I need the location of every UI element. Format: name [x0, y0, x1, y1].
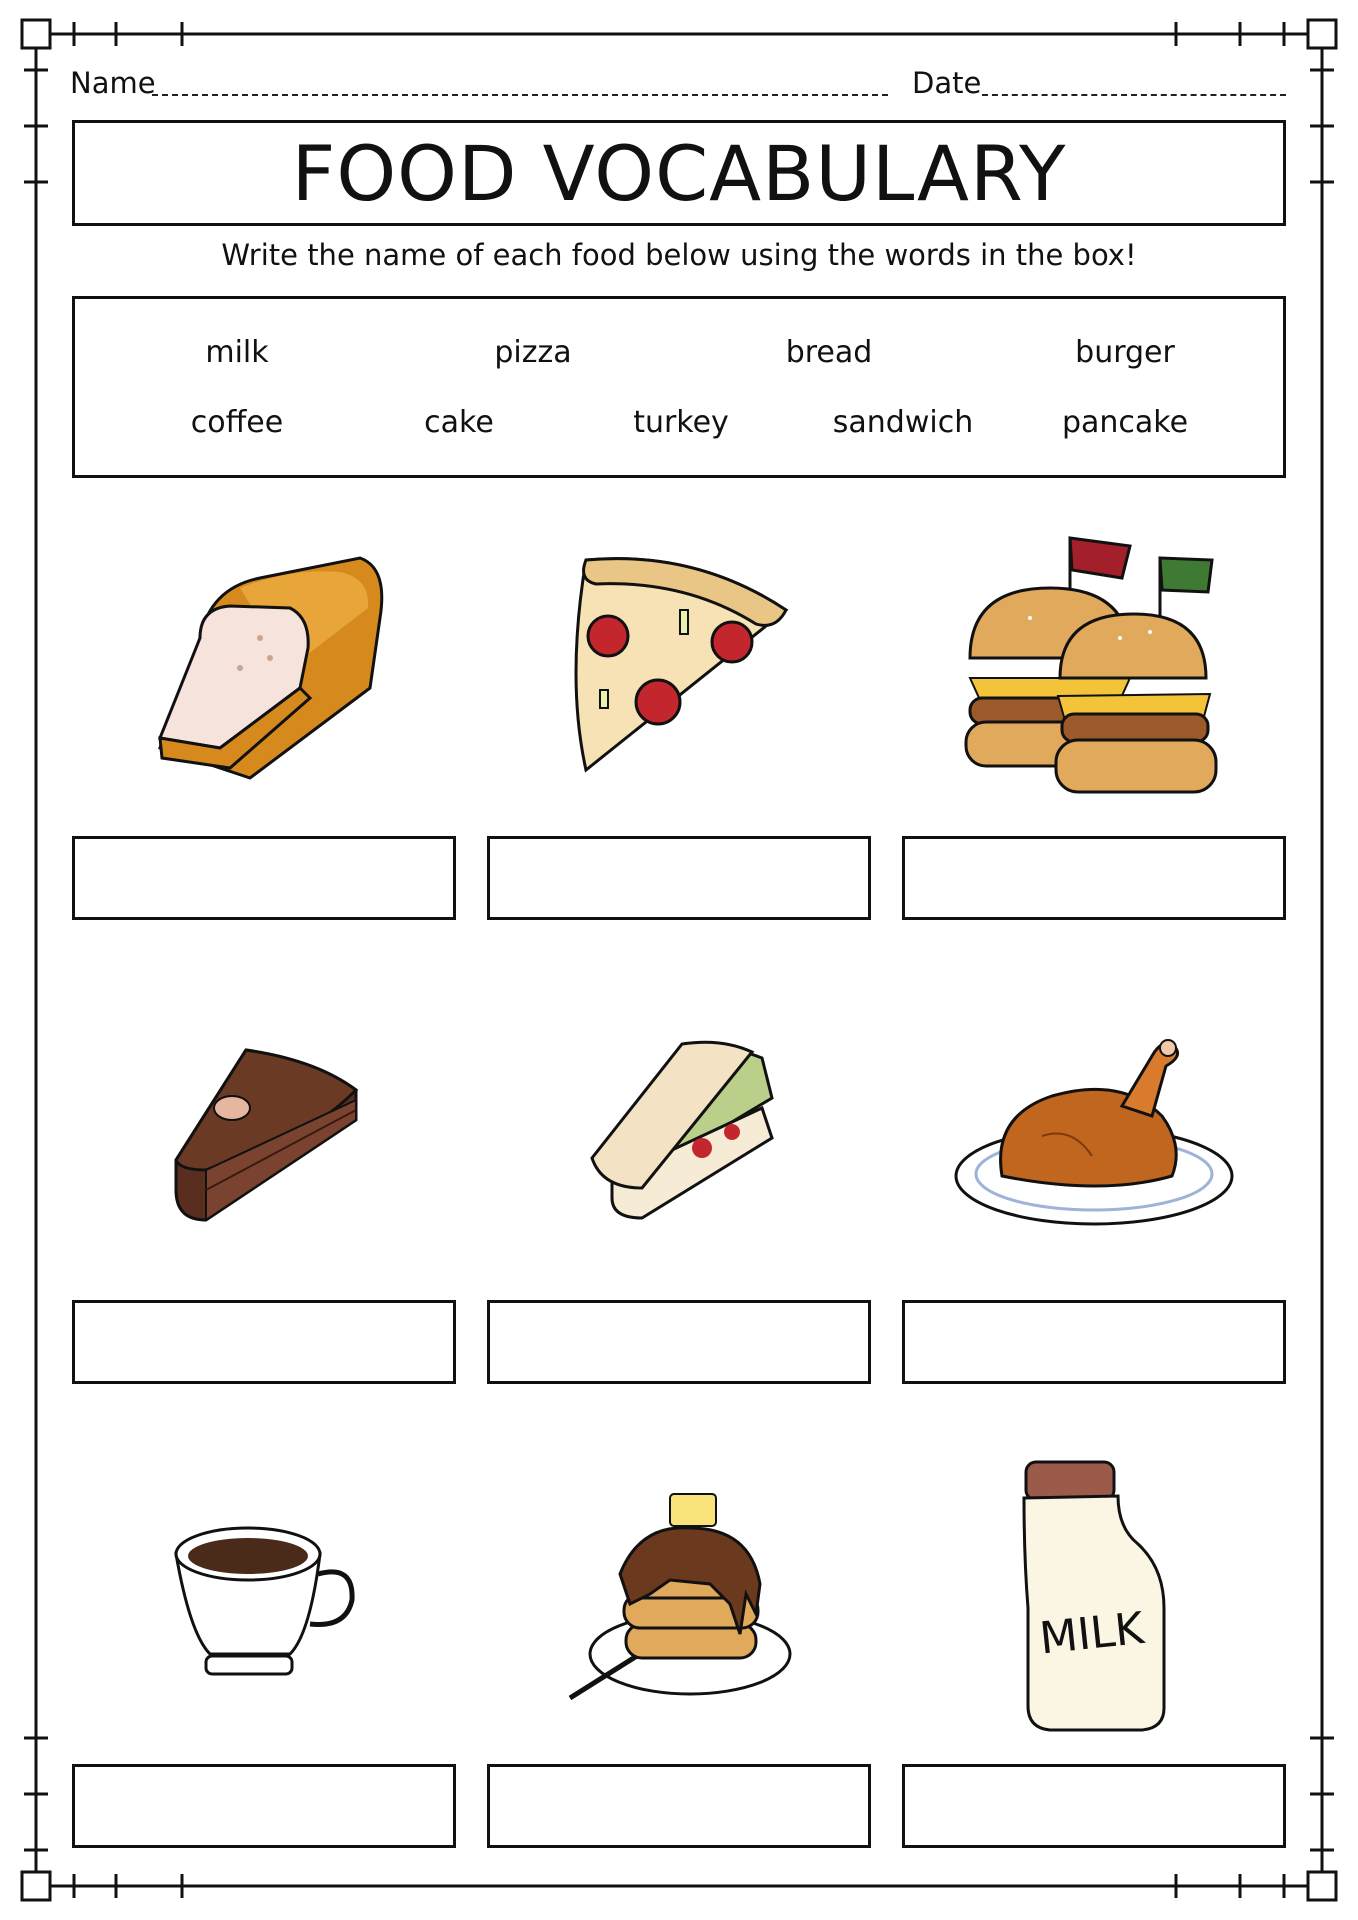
turkey-icon [952, 1026, 1236, 1230]
name-field[interactable] [152, 94, 888, 96]
bread-icon [140, 548, 390, 788]
page-title: FOOD VOCABULARY [291, 128, 1067, 218]
word-bank-item: pancake [1061, 405, 1189, 440]
answer-box-cake[interactable] [72, 1300, 456, 1384]
word-bank-item: sandwich [832, 405, 974, 440]
name-label: Name [70, 66, 156, 100]
word-bank-item: cake [424, 405, 494, 440]
answer-box-turkey[interactable] [902, 1300, 1286, 1384]
word-bank-item: bread [785, 335, 873, 370]
sandwich-icon [582, 1038, 782, 1232]
coffee-icon [170, 1504, 356, 1684]
instructions: Write the name of each food below using the words in the box! [221, 238, 1137, 272]
burger-icon [950, 528, 1240, 808]
answer-box-coffee[interactable] [72, 1764, 456, 1848]
title-box [72, 120, 1286, 226]
word-bank-item: milk [205, 335, 269, 370]
word-bank-item: coffee [190, 405, 284, 440]
milk-icon [1014, 1458, 1170, 1734]
answer-box-pancake[interactable] [487, 1764, 871, 1848]
answer-box-sandwich[interactable] [487, 1300, 871, 1384]
pizza-icon [556, 550, 796, 780]
word-bank-item: turkey [633, 405, 729, 440]
milk-carton-label: MILK [1037, 1602, 1147, 1665]
answer-box-bread[interactable] [72, 836, 456, 920]
cake-icon [166, 1040, 366, 1230]
date-label: Date [912, 66, 982, 100]
word-bank-item: pizza [494, 335, 572, 370]
answer-box-milk[interactable] [902, 1764, 1286, 1848]
word-bank-item: burger [1075, 335, 1175, 370]
pancake-icon [560, 1484, 800, 1704]
answer-box-burger[interactable] [902, 836, 1286, 920]
word-bank [72, 296, 1286, 478]
answer-box-pizza[interactable] [487, 836, 871, 920]
date-field[interactable] [982, 94, 1286, 96]
